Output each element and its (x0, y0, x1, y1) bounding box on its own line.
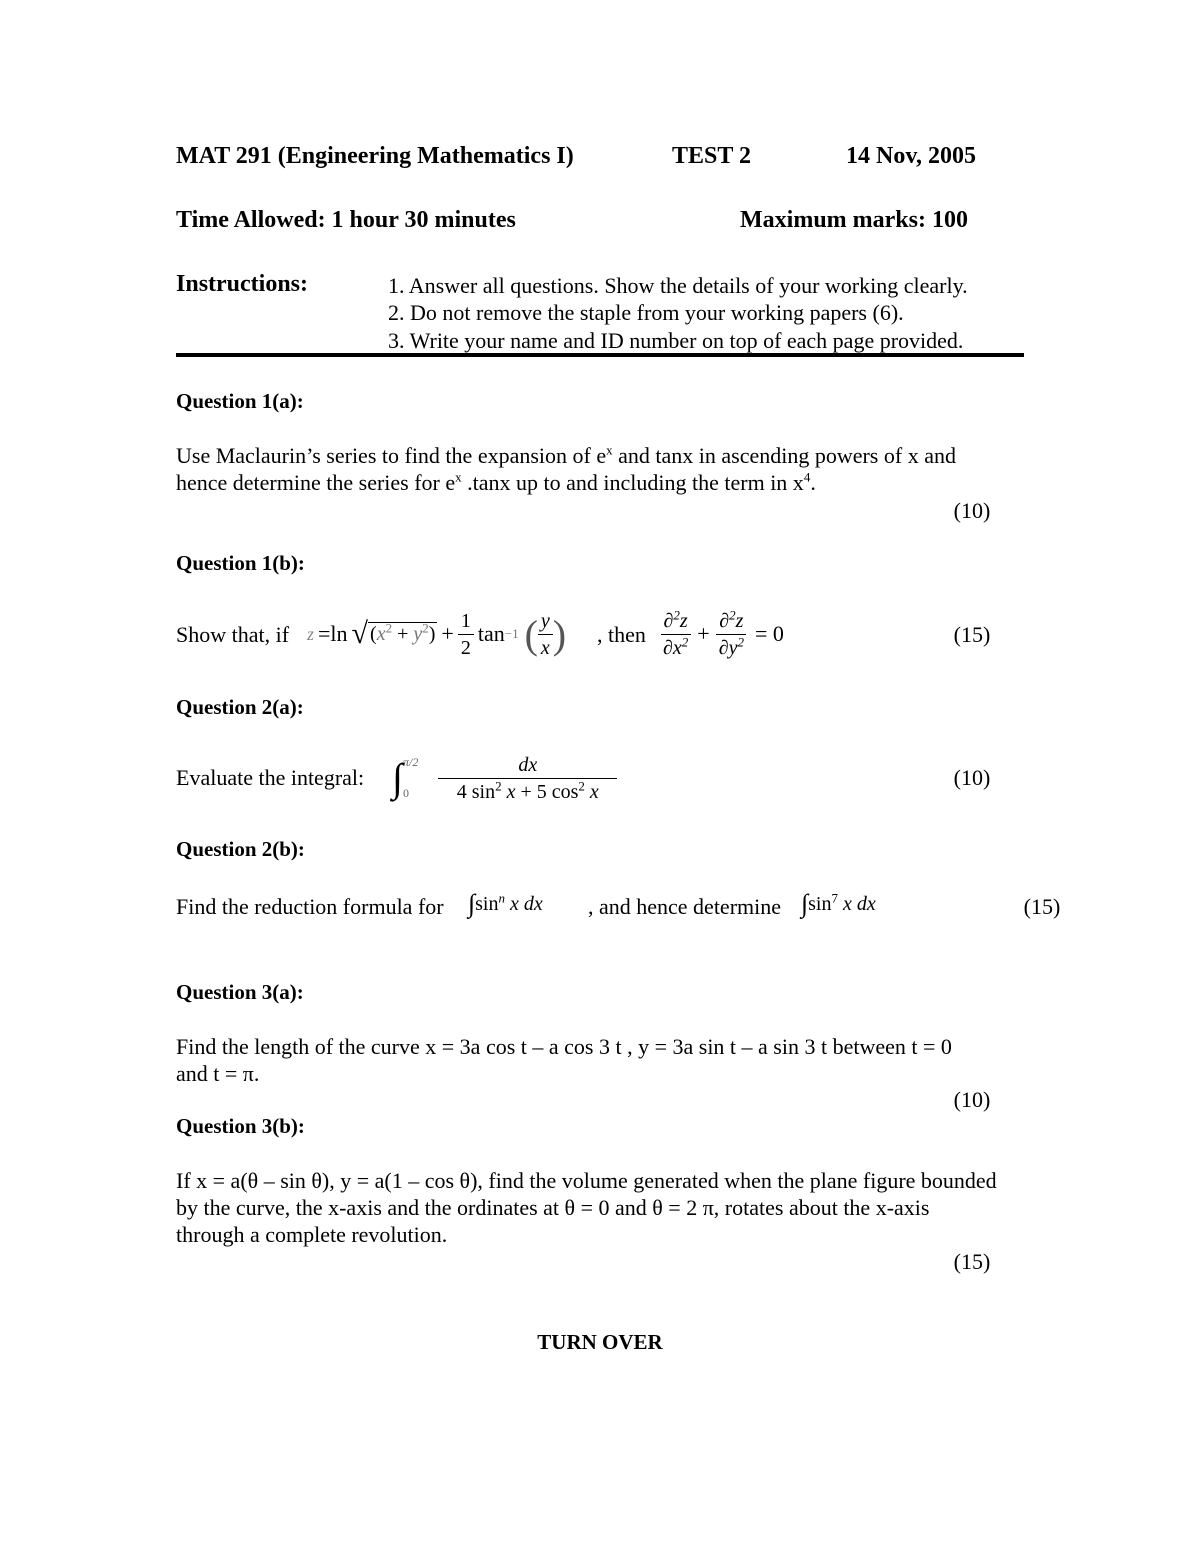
question-2b-prefix: Find the reduction formula for (176, 894, 444, 919)
question-1a-line-1 (176, 442, 1061, 469)
question-2b-integral-n: ∫ $\sin^n x$ dx (468, 889, 543, 918)
instruction-item: 2. Do not remove the staple from your working papers (6). (388, 300, 904, 325)
question-1a-text (176, 442, 1061, 496)
text-run: .tanx up to and including the term in x (461, 470, 804, 495)
question-1a-title: Question 1(a): (176, 389, 304, 413)
header-divider (176, 353, 1024, 357)
text-run: Use Maclaurin’s series to find the expansion of e (176, 443, 607, 468)
time-allowed: Time Allowed: 1 hour 30 minutes (176, 207, 516, 233)
question-3b-line-2: by the curve, the x-axis and the ordinates at θ = 0 and θ = 2 π, rotates about the x-axis (176, 1195, 930, 1220)
question-3b-title: Question 3(b): (176, 1114, 305, 1138)
question-2b-marks: (15) (1023, 894, 1061, 919)
question-1b-prefix: Show that, if (176, 622, 290, 647)
question-1a-line-2 (176, 469, 1061, 496)
question-1b-equation-z: z =ln √ $(x^2 + y^2)$ + $\frac{1}{2}$ tan −1 ( $\frac{y}{x}$ ) (307, 609, 567, 659)
question-3a-title: Question 3(a): (176, 980, 304, 1004)
test-date: 14 Nov, 2005 (846, 143, 977, 169)
instructions-label: Instructions: (176, 271, 309, 297)
text-run: hence determine the series for e (176, 470, 456, 495)
question-1b-marks: (15) (953, 622, 991, 647)
question-2a-marks: (10) (953, 765, 991, 790)
instruction-item: 3. Write your name and ID number on top of each page provided. (388, 328, 964, 353)
question-3b-line-3: through a complete revolution. (176, 1222, 448, 1247)
question-2a-title: Question 2(a): (176, 695, 304, 719)
question-2b-middle: , and hence determine (588, 894, 782, 919)
superscript: x (455, 469, 462, 485)
question-1b-title: Question 1(b): (176, 551, 305, 575)
question-3b-line-1: If x = a(θ – sin θ), y = a(1 – cos θ), find the volume generated when the plane figure bounded (176, 1168, 997, 1193)
question-2b-title: Question 2(b): (176, 837, 305, 861)
question-2a-integral: ∫ π/2 0 $\frac{dx}{4 \sin^2 x + 5 \cos^2 x}$ (392, 748, 617, 808)
instruction-item: 1. Answer all questions. Show the details of your working clearly. (388, 273, 968, 298)
turn-over-label: TURN OVER (537, 1330, 663, 1354)
question-2b-integral-7: ∫ $\sin^7 x$ dx (801, 889, 876, 918)
question-3a-line-1: Find the length of the curve x = 3a cos t – a cos 3 t , y = 3a sin t – a sin 3 t between t = 0 (176, 1034, 952, 1059)
question-1b-then: , then (597, 622, 646, 647)
question-2a-prefix: Evaluate the integral: (176, 765, 365, 790)
test-label: TEST 2 (672, 143, 751, 169)
superscript: 4 (803, 469, 811, 485)
question-3a-marks: (10) (953, 1087, 991, 1112)
text-run: . (810, 470, 816, 495)
question-1a-marks: (10) (953, 498, 991, 523)
max-marks: Maximum marks: 100 (740, 207, 968, 233)
question-3a-text (176, 1033, 1061, 1087)
question-1b-equation-laplace: $\frac{\partial^2z}{\partial x^2}$ + $\frac{\partial^2z}{\partial y^2}$ = 0 (660, 604, 784, 664)
text-run: and tanx in ascending powers of x and (612, 443, 956, 468)
question-3b-text (176, 1167, 1061, 1248)
question-3a-line-2: and t = π. (176, 1061, 260, 1086)
question-3b-marks: (15) (953, 1249, 991, 1274)
superscript: x (606, 442, 613, 458)
course-title: MAT 291 (Engineering Mathematics I) (176, 143, 574, 169)
